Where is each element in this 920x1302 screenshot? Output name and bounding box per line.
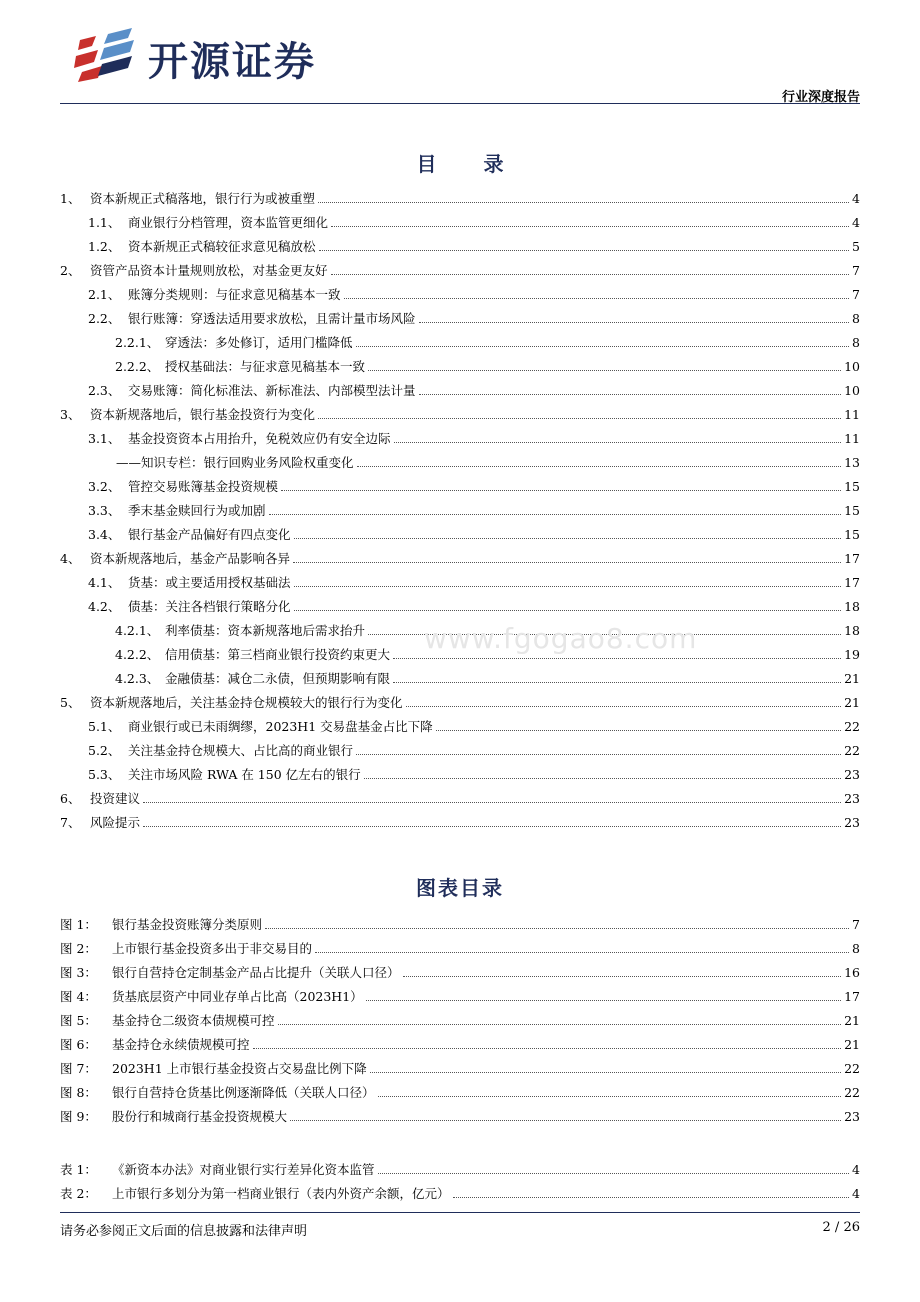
entry-page: 21 [844, 695, 860, 710]
dot-leader [419, 322, 850, 323]
dot-leader [403, 976, 842, 977]
entry-page: 4 [852, 1186, 860, 1201]
page-number: 2 / 26 [822, 1220, 860, 1235]
entry-page: 23 [844, 767, 860, 782]
dot-leader [394, 442, 842, 443]
entry-title: 2023H1 上市银行基金投资占交易盘比例下降 [112, 1061, 367, 1076]
figure-entry[interactable] [60, 1053, 860, 1077]
toc-entry[interactable] [60, 543, 860, 567]
entry-title: 货基：或主要适用授权基础法 [128, 575, 291, 590]
entry-number: 3.1、 [88, 431, 121, 446]
entry-title: 银行账簿：穿透法适用要求放松，且需计量市场风险 [128, 311, 416, 326]
entry-page: 15 [844, 527, 860, 542]
dot-leader [393, 682, 841, 683]
entry-number: 4.2.3、 [115, 671, 160, 686]
figures-list [60, 909, 860, 1125]
toc-entry[interactable] [60, 351, 860, 375]
entry-title: 资本新规落地后，关注基金持仓规模较大的银行行为变化 [90, 695, 403, 710]
toc-entry[interactable] [60, 231, 860, 255]
entry-number: 2.1、 [88, 287, 121, 302]
entry-title: 上市银行基金投资多出于非交易目的 [112, 941, 313, 956]
toc-entry[interactable] [60, 783, 860, 807]
entry-title: 债基：关注各档银行策略分化 [128, 599, 291, 614]
dot-leader [319, 250, 850, 251]
tables-list [60, 1154, 860, 1202]
entry-number: 4、 [60, 551, 81, 566]
entry-number: 2.3、 [88, 383, 121, 398]
entry-page: 8 [852, 311, 860, 326]
figure-entry[interactable] [60, 1077, 860, 1101]
entry-number: 图 8： [60, 1085, 97, 1100]
dot-leader [269, 514, 842, 515]
dot-leader [318, 418, 841, 419]
brand-name: 开源证券 [148, 39, 316, 85]
entry-page: 17 [844, 575, 860, 590]
entry-title: 信用债基：第三档商业银行投资约束更大 [165, 647, 391, 662]
entry-title: 股份行和城商行基金投资规模大 [112, 1109, 288, 1124]
toc-entry[interactable] [60, 519, 860, 543]
figure-entry[interactable] [60, 1029, 860, 1053]
toc-entry[interactable] [60, 567, 860, 591]
entry-number: 5、 [60, 695, 81, 710]
entry-page: 4 [852, 1162, 860, 1177]
entry-title: 商业银行分档管理，资本监管更细化 [128, 215, 329, 230]
entry-title: 授权基础法：与征求意见稿基本一致 [165, 359, 366, 374]
entry-page: 11 [844, 407, 860, 422]
entry-title: 穿透法：多处修订，适用门槛降低 [165, 335, 353, 350]
dot-leader [378, 1173, 850, 1174]
entry-number: 2.2.1、 [115, 335, 160, 350]
entry-page: 16 [844, 965, 860, 980]
entry-title: 账簿分类规则：与征求意见稿基本一致 [128, 287, 341, 302]
dot-leader [393, 658, 841, 659]
dot-leader [357, 466, 842, 467]
entry-title: 关注市场风险 RWA 在 150 亿左右的银行 [128, 767, 361, 782]
entry-number: 2、 [60, 263, 81, 278]
entry-page: 5 [852, 239, 860, 254]
dot-leader [265, 928, 849, 929]
entry-page: 15 [844, 503, 860, 518]
entry-number: 2.2、 [88, 311, 121, 326]
dot-leader [364, 778, 841, 779]
entry-title: 上市银行多划分为第一档商业银行（表内外资产余额，亿元） [112, 1186, 450, 1201]
entry-page: 17 [844, 989, 860, 1004]
entry-title: 银行自营持仓货基比例逐渐降低（关联人口径） [112, 1085, 375, 1100]
entry-page: 7 [852, 917, 860, 932]
entry-page: 10 [844, 359, 860, 374]
entry-number: 1.1、 [88, 215, 121, 230]
entry-page: 22 [844, 743, 860, 758]
entry-number: 图 5： [60, 1013, 97, 1028]
entry-number: 6、 [60, 791, 81, 806]
entry-page: 23 [844, 1109, 860, 1124]
entry-number: 3.3、 [88, 503, 121, 518]
entry-number: 图 2： [60, 941, 97, 956]
footer-disclaimer: 请务必参阅正文后面的信息披露和法律声明 [60, 1224, 308, 1239]
dot-leader [294, 538, 842, 539]
dot-leader [356, 754, 841, 755]
entry-page: 4 [852, 215, 860, 230]
dot-leader [370, 1072, 841, 1073]
dot-leader [453, 1197, 850, 1198]
entry-number: 2.2.2、 [115, 359, 160, 374]
figures-title: 图表目录 [416, 876, 504, 900]
entry-page: 7 [852, 287, 860, 302]
entry-page: 21 [844, 1013, 860, 1028]
entry-number: 5.2、 [88, 743, 121, 758]
entry-title: 资管产品资本计量规则放松，对基金更友好 [90, 263, 328, 278]
entry-number: 1.2、 [88, 239, 121, 254]
entry-page: 21 [844, 1037, 860, 1052]
entry-page: 8 [852, 335, 860, 350]
toc-entry[interactable] [60, 591, 860, 615]
report-type: 行业深度报告 [781, 90, 860, 105]
watermark: www.fgogao8.com [424, 622, 698, 655]
dot-leader [294, 610, 842, 611]
entry-title: 基金持仓二级资本债规模可控 [112, 1013, 275, 1028]
entry-number: 图 4： [60, 989, 97, 1004]
toc-entry[interactable] [60, 495, 860, 519]
entry-number: 5.1、 [88, 719, 121, 734]
toc-entry[interactable] [60, 807, 860, 831]
entry-title: 资本新规正式稿较征求意见稿放松 [128, 239, 316, 254]
toc-entry[interactable] [60, 207, 860, 231]
entry-title: 关注基金持仓规模大、占比高的商业银行 [128, 743, 354, 758]
entry-page: 22 [844, 719, 860, 734]
entry-title: 银行基金产品偏好有四点变化 [128, 527, 291, 542]
dot-leader [331, 226, 849, 227]
dot-leader [366, 1000, 841, 1001]
toc-title: 目 录 [416, 152, 524, 176]
dot-leader [436, 730, 841, 731]
entry-title: 基金投资资本占用抬升，免税效应仍有安全边际 [128, 431, 391, 446]
footer-rule [60, 1212, 860, 1213]
dot-leader [281, 490, 841, 491]
toc-entry[interactable] [60, 327, 860, 351]
entry-number: 4.2.2、 [115, 647, 160, 662]
dot-leader [143, 802, 841, 803]
toc-entry[interactable] [60, 399, 860, 423]
entry-number: 表 1： [60, 1162, 97, 1177]
entry-title: 交易账簿：简化标准法、新标准法、内部模型法计量 [128, 383, 416, 398]
dot-leader [368, 370, 841, 371]
entry-page: 13 [844, 455, 860, 470]
dot-leader [293, 562, 841, 563]
dot-leader [318, 202, 849, 203]
figure-entry[interactable] [60, 933, 860, 957]
entry-page: 21 [844, 671, 860, 686]
table-entry[interactable] [60, 1154, 860, 1178]
entry-page: 8 [852, 941, 860, 956]
toc-entry[interactable] [60, 255, 860, 279]
entry-number: 图 9： [60, 1109, 97, 1124]
entry-page: 19 [844, 647, 860, 662]
toc-entry[interactable] [60, 423, 860, 447]
toc-entry[interactable] [60, 471, 860, 495]
figure-entry[interactable] [60, 1101, 860, 1125]
entry-number: 4.2、 [88, 599, 121, 614]
entry-title: 银行自营持仓定制基金产品占比提升（关联人口径） [112, 965, 400, 980]
dot-leader [406, 706, 842, 707]
dot-leader [294, 586, 842, 587]
entry-page: 22 [844, 1085, 860, 1100]
figure-entry[interactable] [60, 981, 860, 1005]
dot-leader [290, 1120, 841, 1121]
header-rule [60, 103, 860, 104]
entry-title: 金融债基：减仓二永债，但预期影响有限 [165, 671, 391, 686]
entry-title: ——知识专栏：银行回购业务风险权重变化 [116, 455, 354, 470]
entry-number: 图 3： [60, 965, 97, 980]
entry-title: 季末基金赎回行为或加剧 [128, 503, 266, 518]
dot-leader [419, 394, 842, 395]
toc-entry[interactable] [60, 279, 860, 303]
dot-leader [143, 826, 841, 827]
dot-leader [315, 952, 849, 953]
toc-entry[interactable] [60, 183, 860, 207]
entry-number: 3、 [60, 407, 81, 422]
entry-page: 17 [844, 551, 860, 566]
entry-number: 表 2： [60, 1186, 97, 1201]
entry-title: 《新资本办法》对商业银行实行差异化资本监管 [112, 1162, 375, 1177]
entry-number: 5.3、 [88, 767, 121, 782]
toc-entry[interactable] [60, 303, 860, 327]
entry-number: 图 1： [60, 917, 97, 932]
entry-title: 投资建议 [90, 791, 141, 806]
entry-page: 7 [852, 263, 860, 278]
table-entry[interactable] [60, 1178, 860, 1202]
figure-entry[interactable] [60, 957, 860, 981]
entry-title: 管控交易账簿基金投资规模 [128, 479, 279, 494]
entry-title: 资本新规落地后，银行基金投资行为变化 [90, 407, 316, 422]
entry-title: 基金持仓永续债规模可控 [112, 1037, 250, 1052]
toc-entry[interactable] [60, 735, 860, 759]
figure-entry[interactable] [60, 1005, 860, 1029]
entry-title: 利率债基：资本新规落地后需求抬升 [165, 623, 366, 638]
entry-page: 18 [844, 623, 860, 638]
toc-list [60, 183, 860, 831]
entry-number: 4.2.1、 [115, 623, 160, 638]
dot-leader [331, 274, 850, 275]
entry-number: 1、 [60, 191, 81, 206]
entry-title: 资本新规正式稿落地，银行行为或被重塑 [90, 191, 316, 206]
toc-entry[interactable] [60, 711, 860, 735]
entry-number: 图 7： [60, 1061, 97, 1076]
dot-leader [378, 1096, 842, 1097]
entry-title: 商业银行或已未雨绸缪，2023H1 交易盘基金占比下降 [128, 719, 433, 734]
dot-leader [344, 298, 850, 299]
entry-number: 3.4、 [88, 527, 121, 542]
entry-number: 7、 [60, 815, 81, 830]
toc-entry[interactable] [60, 663, 860, 687]
entry-page: 22 [844, 1061, 860, 1076]
entry-number: 4.1、 [88, 575, 121, 590]
entry-page: 23 [844, 815, 860, 830]
toc-entry[interactable] [60, 375, 860, 399]
toc-entry[interactable] [60, 687, 860, 711]
entry-title: 风险提示 [90, 815, 141, 830]
kaiyuan-logo-icon [74, 26, 144, 84]
entry-page: 18 [844, 599, 860, 614]
entry-page: 11 [844, 431, 860, 446]
entry-title: 银行基金投资账簿分类原则 [112, 917, 263, 932]
entry-page: 23 [844, 791, 860, 806]
dot-leader [253, 1048, 842, 1049]
entry-page: 10 [844, 383, 860, 398]
entry-title: 资本新规落地后，基金产品影响各异 [90, 551, 291, 566]
entry-page: 4 [852, 191, 860, 206]
entry-page: 15 [844, 479, 860, 494]
dot-leader [278, 1024, 842, 1025]
toc-entry[interactable] [60, 447, 860, 471]
figure-entry[interactable] [60, 909, 860, 933]
entry-number: 3.2、 [88, 479, 121, 494]
page-header [0, 0, 920, 108]
toc-entry[interactable] [60, 759, 860, 783]
entry-title: 货基底层资产中同业存单占比高（2023H1） [112, 989, 363, 1004]
dot-leader [356, 346, 850, 347]
entry-number: 图 6： [60, 1037, 97, 1052]
